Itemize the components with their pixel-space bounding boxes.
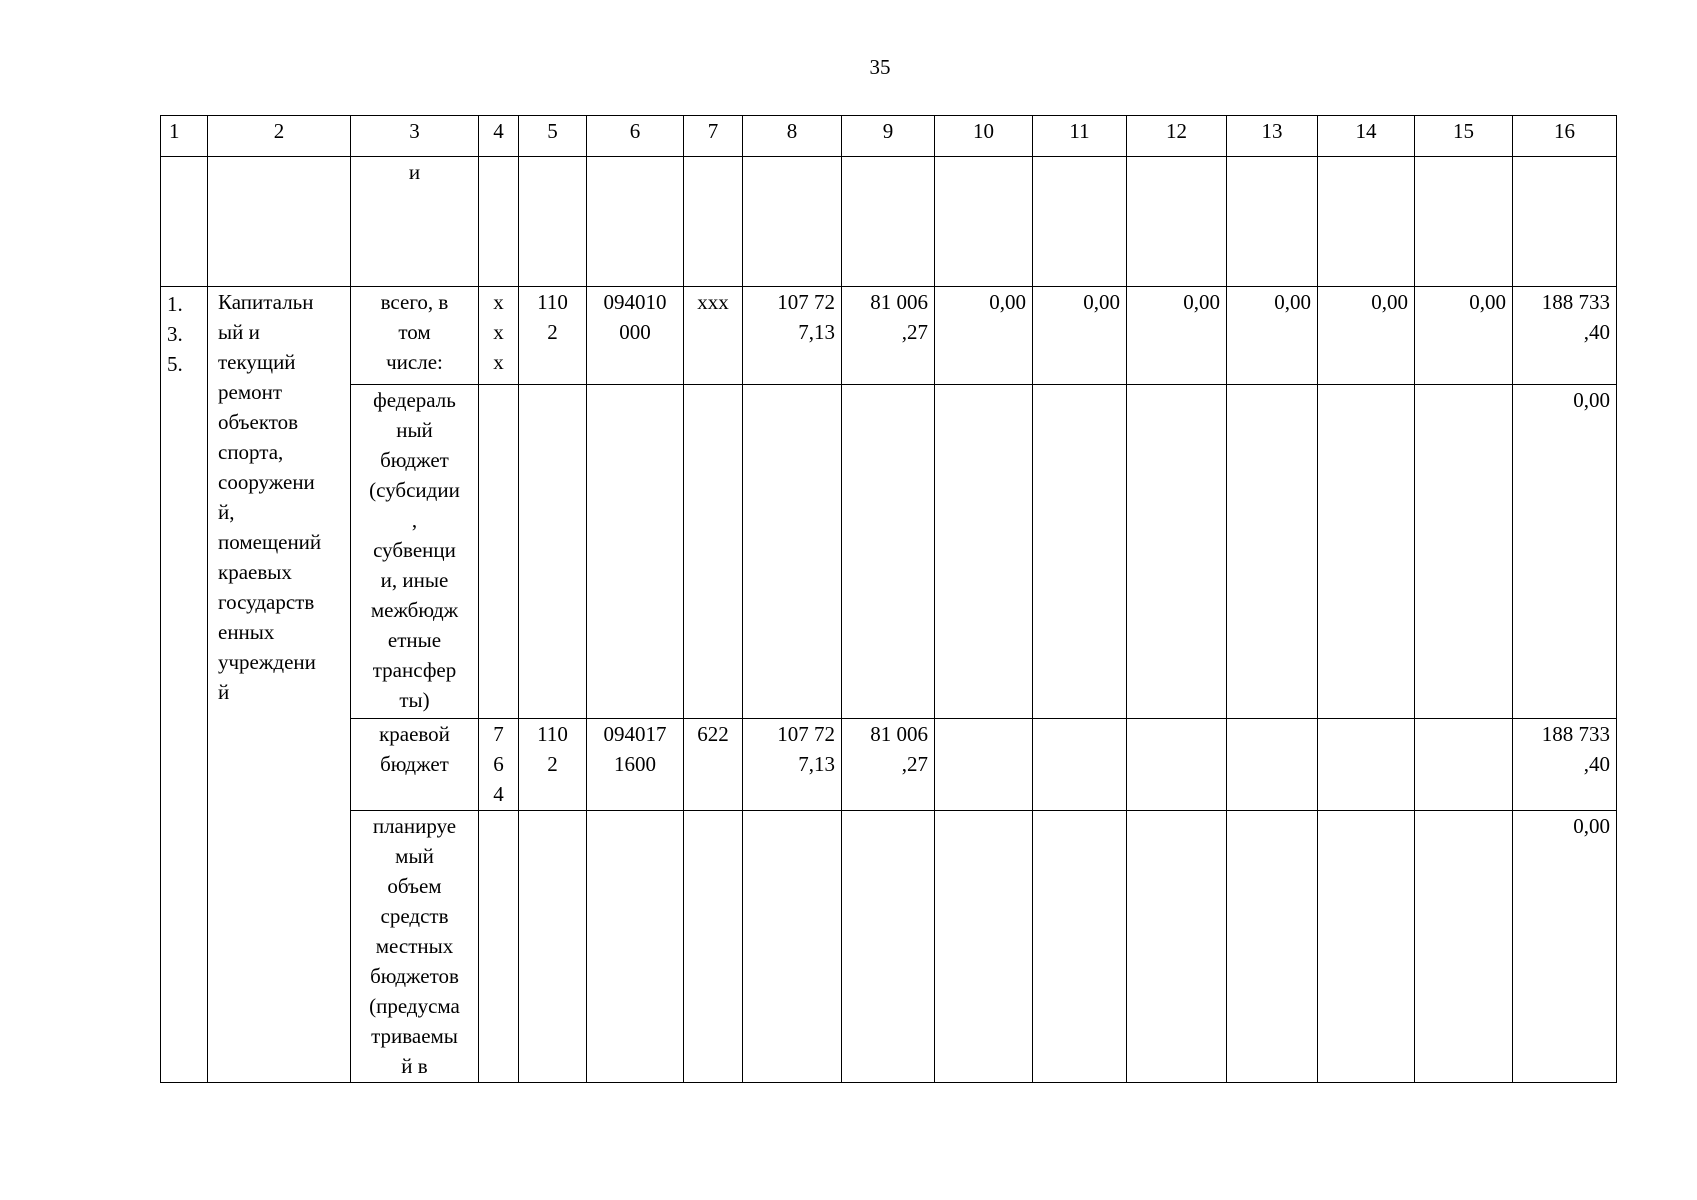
header-cell: 1 (161, 116, 208, 157)
data-cell: ххх (697, 290, 729, 314)
source-cell: планируе мый объем средств местных бюджетов (предусма триваемы й в (369, 814, 460, 1078)
header-cell: 7 (684, 116, 743, 157)
data-cell: 110 2 (537, 722, 568, 776)
header-cell: 11 (1033, 116, 1127, 157)
data-cell: 81 006 ,27 (870, 722, 928, 776)
data-cell: 0,00 (1573, 814, 1610, 838)
data-cell: 0,00 (1183, 290, 1220, 314)
budget-table (160, 115, 1617, 1083)
header-cell: 10 (935, 116, 1033, 157)
data-cell: 7 6 4 (493, 722, 504, 806)
source-cell: федераль ный бюджет (субсидии , субвенци и, иные межбюдж етные трансфер ты) (369, 388, 460, 712)
table-row (161, 719, 1617, 811)
data-cell: 188 733 ,40 (1541, 722, 1610, 776)
item-name: Капитальн ый и текущий ремонт объектов спорта, сооружени й, помещений краевых государств енных учреждени й (218, 290, 322, 704)
data-cell: 0,00 (1371, 290, 1408, 314)
header-cell: 13 (1227, 116, 1318, 157)
table-row (161, 287, 1617, 385)
source-cell: краевой бюджет (379, 722, 450, 776)
header-row (161, 116, 1617, 157)
table-row (161, 811, 1617, 1083)
header-cell: 6 (587, 116, 684, 157)
data-cell: 622 (697, 722, 729, 746)
header-cell: 16 (1513, 116, 1617, 157)
header-cell: 2 (208, 116, 351, 157)
page-number: 35 (869, 55, 891, 79)
data-cell: 0,00 (989, 290, 1026, 314)
header-cell: 9 (842, 116, 935, 157)
data-cell: 0,00 (1274, 290, 1311, 314)
table-row (161, 385, 1617, 719)
continuation-row (161, 157, 1617, 287)
item-number: 1. 3. 5. (167, 292, 183, 376)
header-cell: 14 (1318, 116, 1415, 157)
data-cell: х х х (493, 290, 504, 374)
header-cell: 12 (1127, 116, 1227, 157)
data-cell: 110 2 (537, 290, 568, 344)
header-cell: 4 (479, 116, 519, 157)
data-cell: 107 72 7,13 (777, 290, 835, 344)
data-cell: 0,00 (1469, 290, 1506, 314)
header-cell: 3 (351, 116, 479, 157)
data-cell: 107 72 7,13 (777, 722, 835, 776)
data-cell: 0,00 (1083, 290, 1120, 314)
header-cell: 5 (519, 116, 587, 157)
header-cell: 8 (743, 116, 842, 157)
data-cell: 094017 1600 (603, 722, 667, 776)
source-cell: всего, в том числе: (380, 290, 449, 374)
data-cell: 188 733 ,40 (1541, 290, 1610, 344)
header-cell: 15 (1415, 116, 1513, 157)
data-cell: 0,00 (1573, 388, 1610, 412)
source-cell: и (351, 157, 479, 287)
data-cell: 81 006 ,27 (870, 290, 928, 344)
data-cell: 094010 000 (603, 290, 667, 344)
